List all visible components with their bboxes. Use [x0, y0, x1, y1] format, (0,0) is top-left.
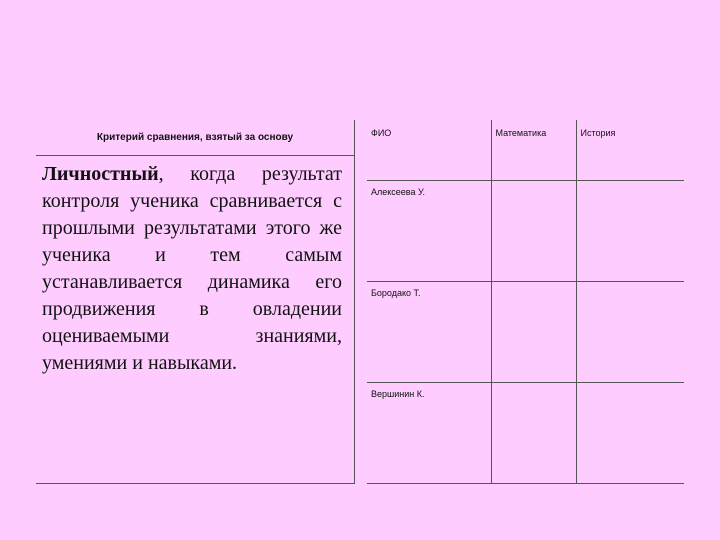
column-header-math: Математика: [491, 120, 576, 180]
history-cell: [576, 180, 684, 281]
grades-grid: [367, 120, 684, 484]
math-cell: [491, 180, 576, 281]
math-cell: [491, 281, 576, 382]
students-table: [367, 120, 684, 483]
history-cell: [576, 382, 684, 483]
criterion-header: Критерий сравнения, взятый за основу: [36, 120, 354, 156]
criterion-title: Личностный: [42, 163, 159, 185]
criterion-text: , когда результат контроля ученика сравнивается с прошлыми результатами этого же ученика и тем самым устанавливается динамика его продвижения в овладении оцениваемыми знаниями, умениями и навыками.: [42, 163, 342, 374]
student-name: Вершинин К.: [367, 382, 491, 483]
column-header-name: ФИО: [367, 120, 491, 180]
column-header-history: История: [576, 120, 684, 180]
criterion-description: [42, 161, 342, 377]
history-cell: [576, 281, 684, 382]
table-header-row: [367, 120, 684, 180]
math-cell: [491, 382, 576, 483]
criterion-panel: [36, 120, 355, 484]
student-name: Алексеева У.: [367, 180, 491, 281]
table-row: [367, 180, 684, 281]
table-row: [367, 281, 684, 382]
student-name: Бородако Т.: [367, 281, 491, 382]
table-row: [367, 382, 684, 483]
